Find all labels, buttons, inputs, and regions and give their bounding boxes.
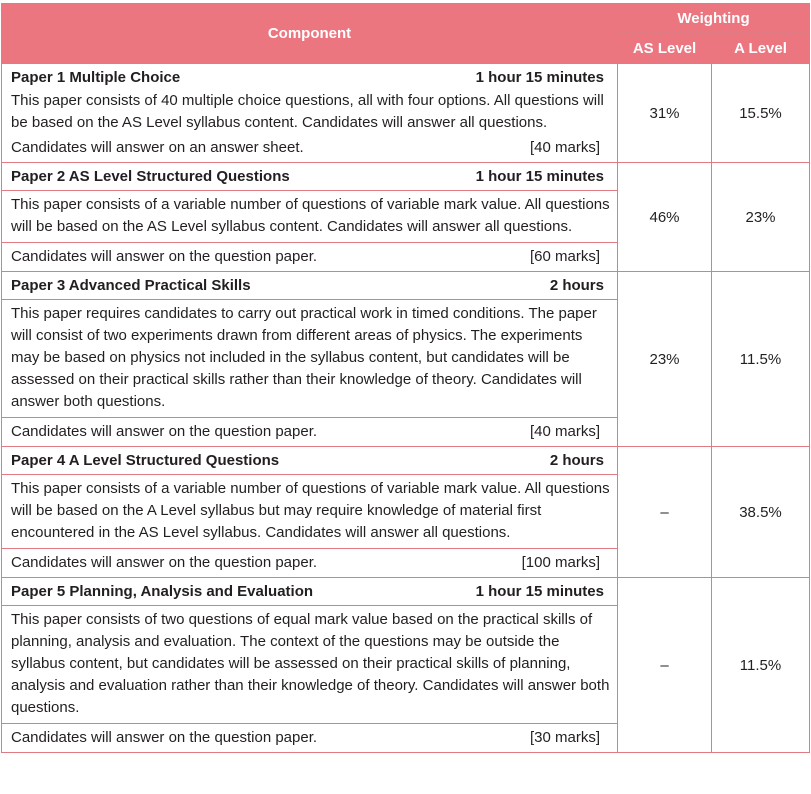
as-weight: – (618, 578, 712, 753)
divider (2, 605, 617, 606)
paper-marks: [100 marks] (521, 554, 600, 571)
answer-note: Candidates will answer on the question paper. (11, 554, 318, 571)
answer-note: Candidates will answer on the question paper. (11, 729, 318, 746)
divider (2, 190, 617, 191)
paper-marks: [40 marks] (529, 423, 600, 440)
paper-title: Paper 2 AS Level Structured Questions (11, 168, 290, 185)
paper-row (2, 272, 810, 447)
paper-duration: 2 hours (549, 277, 604, 294)
paper-title: Paper 1 Multiple Choice (11, 69, 181, 86)
as-weight: 46% (618, 163, 712, 272)
component-cell (2, 578, 618, 753)
divider (2, 417, 617, 418)
as-weight: – (618, 447, 712, 578)
paper-duration: 1 hour 15 minutes (475, 583, 604, 600)
divider (2, 242, 617, 243)
paper-title: Paper 3 Advanced Practical Skills (11, 277, 251, 294)
paper-duration: 2 hours (549, 452, 604, 469)
paper-row (2, 163, 810, 272)
answer-note: Candidates will answer on an answer sheet. (11, 139, 304, 156)
paper-row (2, 447, 810, 578)
a-weight: 11.5% (712, 578, 810, 753)
answer-note: Candidates will answer on the question paper. (11, 423, 318, 440)
paper-row (2, 578, 810, 753)
weighting-header: Weighting (618, 4, 810, 33)
paper-description: This paper consists of 40 multiple choice questions, all with four options. All questions will be based on the AS Level syllabus content. Candidates will answer all questions. (11, 92, 604, 131)
answer-note: Candidates will answer on the question paper. (11, 248, 318, 265)
paper-description: This paper consists of a variable number of questions of variable mark value. All questions will be based on the AS Level syllabus content. Candidates will answer all questions. (11, 196, 610, 235)
paper-title: Paper 5 Planning, Analysis and Evaluation (11, 583, 314, 600)
a-weight: 15.5% (712, 64, 810, 163)
component-cell (2, 272, 618, 447)
paper-title: Paper 4 A Level Structured Questions (11, 452, 280, 469)
paper-description: This paper consists of two questions of equal mark value based on the practical skills of planning, analysis and evaluation. The context of the questions may be outside the syllabus content, but candidates will be assessed on their practical skills of planning, analysis and evaluation rather than their knowledge of theory. Candidates will answer both questions. (11, 611, 610, 716)
paper-row (2, 64, 810, 163)
component-cell (2, 163, 618, 272)
component-cell (2, 447, 618, 578)
as-weight: 23% (618, 272, 712, 447)
divider (2, 474, 617, 475)
divider (2, 299, 617, 300)
assessment-table (1, 3, 810, 753)
paper-marks: [60 marks] (529, 248, 600, 265)
a-weight: 38.5% (712, 447, 810, 578)
a-level-header: A Level (712, 33, 810, 64)
divider (2, 548, 617, 549)
as-weight: 31% (618, 64, 712, 163)
component-header: Component (2, 4, 618, 64)
paper-duration: 1 hour 15 minutes (475, 168, 604, 185)
paper-description: This paper requires candidates to carry out practical work in timed conditions. The paper will consist of two experiments drawn from different areas of physics. The experiments may be based on physics not included in the syllabus content, but candidates will be assessed on their practical skills rather than their knowledge of theory. Candidates will answer both questions. (11, 305, 597, 410)
component-cell (2, 64, 618, 163)
a-weight: 11.5% (712, 272, 810, 447)
paper-marks: [30 marks] (529, 729, 600, 746)
paper-description: This paper consists of a variable number of questions of variable mark value. All questions will be based on the A Level syllabus but may require knowledge of material first encountered in the AS Level syllabus. Candidates will answer all questions. (11, 480, 610, 541)
paper-duration: 1 hour 15 minutes (475, 69, 604, 86)
as-level-header: AS Level (618, 33, 712, 64)
divider (2, 723, 617, 724)
a-weight: 23% (712, 163, 810, 272)
paper-marks: [40 marks] (529, 139, 600, 156)
